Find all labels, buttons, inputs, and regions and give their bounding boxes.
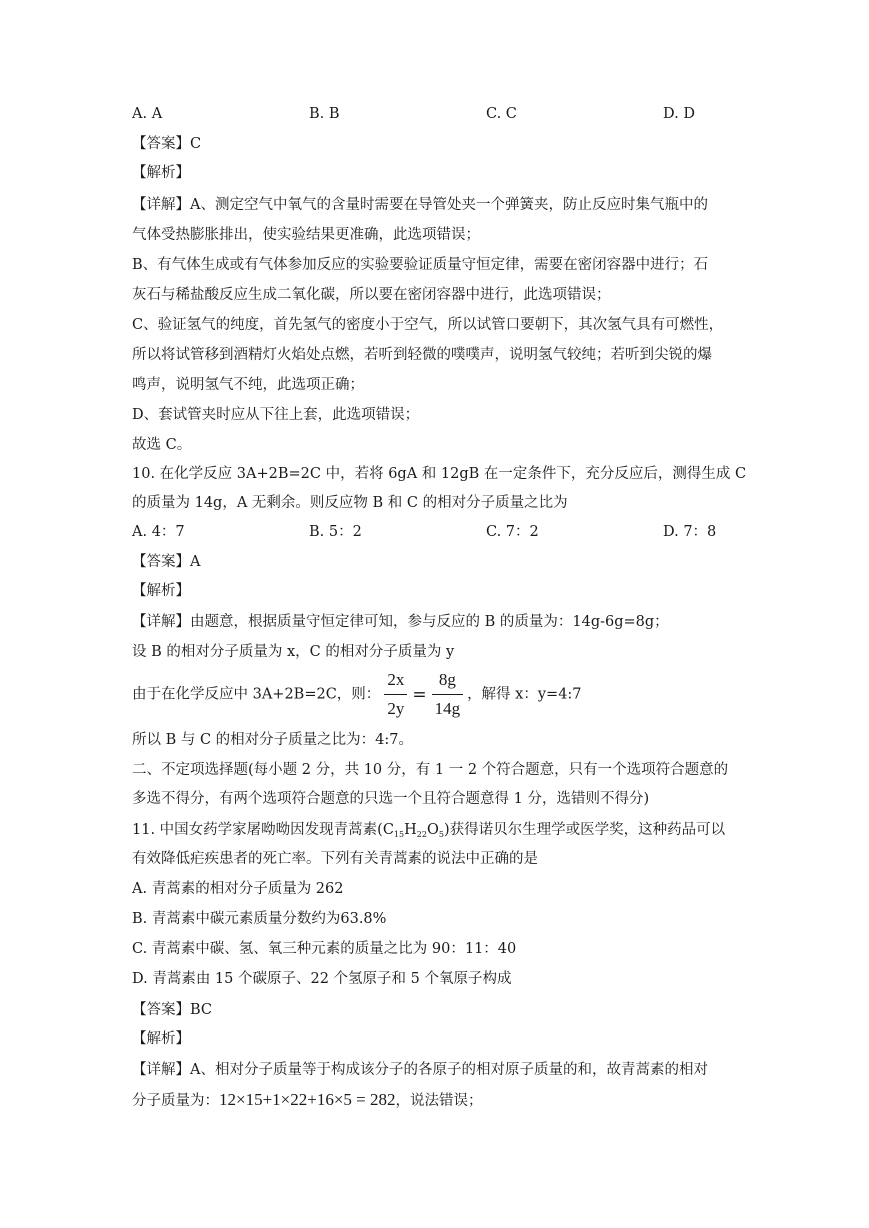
formula-element: H bbox=[404, 822, 417, 838]
q11-analysis-heading: 【解析】 bbox=[132, 1031, 190, 1047]
q10-stem-line: 的质量为 14g，A 无剩余。则反应物 B 和 C 的相对分子质量之比为 bbox=[132, 495, 568, 511]
q10-detail-line: 【详解】由题意，根据质量守恒定律可知，参与反应的 B 的质量为：14g-6g=8g； bbox=[132, 614, 669, 630]
q11-option-c: C. 青蒿素中碳、氢、氧三种元素的质量之比为 90：11：40 bbox=[132, 941, 517, 957]
q10-equation-suffix: ，解得 x：y=4:7 bbox=[467, 686, 582, 703]
q9-detail-line: B、有气体生成或有气体参加反应的实验要验证质量守恒定律，需要在密闭容器中进行；石 bbox=[132, 257, 709, 273]
q9-answer: 【答案】C bbox=[132, 136, 202, 152]
q10-stem-line: 10. 在化学反应 3A+2B=2C 中，若将 6gA 和 12gB 在一定条件下，充分反应后，测得生成 C bbox=[132, 466, 747, 482]
q10-equation-prefix: 由于在化学反应中 3A+2B=2C，则： bbox=[132, 686, 381, 703]
q10-equation-line bbox=[132, 668, 582, 721]
q10-detail-line: 所以 B 与 C 的相对分子质量之比为：4:7。 bbox=[132, 732, 414, 748]
subscript: 22 bbox=[416, 830, 427, 839]
q9-option-c: C. C bbox=[486, 106, 517, 122]
section-2-instructions: 二、不定项选择题(每小题 2 分，共 10 分，有 1 一 2 个符合题意，只有一个选项符合题意的 bbox=[132, 762, 729, 778]
fraction-8g-14g bbox=[432, 668, 464, 721]
q10-option-c: C. 7：2 bbox=[486, 524, 539, 540]
q11-detail-suffix: ，说法错误； bbox=[395, 1093, 483, 1109]
q9-option-b: B. B bbox=[309, 106, 340, 122]
q11-option-b: B. 青蒿素中碳元素质量分数约为63.8% bbox=[132, 911, 387, 927]
section-2-instructions: 多选不得分，有两个选项符合题意的只选一个且符合题意得 1 分，选错则不得分) bbox=[132, 791, 650, 807]
q11-answer: 【答案】BC bbox=[132, 1002, 213, 1018]
q11-stem-line bbox=[132, 820, 725, 845]
q9-detail-line: 所以将试管移到酒精灯火焰处点燃，若听到轻微的噗噗声，说明氢气较纯；若听到尖锐的爆 bbox=[132, 347, 712, 363]
equals-sign: = bbox=[412, 684, 427, 705]
q9-detail-line: 灰石与稀盐酸反应生成二氧化碳，所以要在密闭容器中进行，此选项错误； bbox=[132, 287, 611, 303]
q10-detail-line: 设 B 的相对分子质量为 x，C 的相对分子质量为 y bbox=[132, 644, 455, 660]
q11-detail-line bbox=[132, 1088, 483, 1113]
subscript: 15 bbox=[393, 830, 405, 839]
q9-option-a: A. A bbox=[132, 106, 163, 122]
q10-option-d: D. 7：8 bbox=[663, 524, 717, 540]
q9-analysis-heading: 【解析】 bbox=[132, 165, 190, 181]
q9-detail-line: 气体受热膨胀排出，使实验结果更准确，此选项错误； bbox=[132, 227, 480, 243]
q10-option-a: A. 4：7 bbox=[132, 524, 185, 540]
fraction-2x-2y bbox=[384, 668, 407, 721]
q11-stem-text: 11. 中国女药学家屠呦呦因发现青蒿素(C bbox=[132, 822, 394, 838]
q11-stem-text: )获得诺贝尔生理学或医学奖，这种药品可以 bbox=[443, 822, 726, 838]
q9-detail-line: 【详解】A、测定空气中氧气的含量时需要在导管处夹一个弹簧夹，防止反应时集气瓶中的 bbox=[132, 197, 708, 213]
subscript: 5 bbox=[438, 830, 444, 839]
q11-detail-prefix: 分子质量为： bbox=[132, 1093, 219, 1109]
formula-element: O bbox=[426, 822, 439, 838]
fraction-denominator: 14g bbox=[434, 699, 461, 718]
q10-option-b: B. 5：2 bbox=[309, 524, 362, 540]
q11-math-expression: 12×15+1×22+16×5 = 282 bbox=[219, 1090, 396, 1109]
fraction-numerator: 8g bbox=[432, 668, 464, 695]
q10-analysis-heading: 【解析】 bbox=[132, 583, 190, 599]
q9-detail-line: D、套试管夹时应从下往上套，此选项错误； bbox=[132, 407, 420, 423]
fraction-denominator: 2y bbox=[387, 699, 405, 718]
q10-answer: 【答案】A bbox=[132, 554, 201, 570]
fraction-numerator: 2x bbox=[384, 668, 407, 695]
q11-stem-line: 有效降低疟疾患者的死亡率。下列有关青蒿素的说法中正确的是 bbox=[132, 851, 538, 867]
q11-detail-line: 【详解】A、相对分子质量等于构成该分子的各原子的相对原子质量的和，故青蒿素的相对 bbox=[132, 1062, 708, 1078]
q9-option-d: D. D bbox=[663, 106, 695, 122]
q9-detail-line: 故选 C。 bbox=[132, 437, 192, 453]
q9-detail-line: C、验证氢气的纯度，首先氢气的密度小于空气，所以试管口要朝下，其次氢气具有可燃性， bbox=[132, 317, 724, 333]
q11-option-a: A. 青蒿素的相对分子质量为 262 bbox=[132, 881, 344, 897]
q9-detail-line: 鸣声，说明氢气不纯，此选项正确； bbox=[132, 377, 364, 393]
q11-option-d: D. 青蒿素由 15 个碳原子、22 个氢原子和 5 个氧原子构成 bbox=[132, 971, 512, 987]
